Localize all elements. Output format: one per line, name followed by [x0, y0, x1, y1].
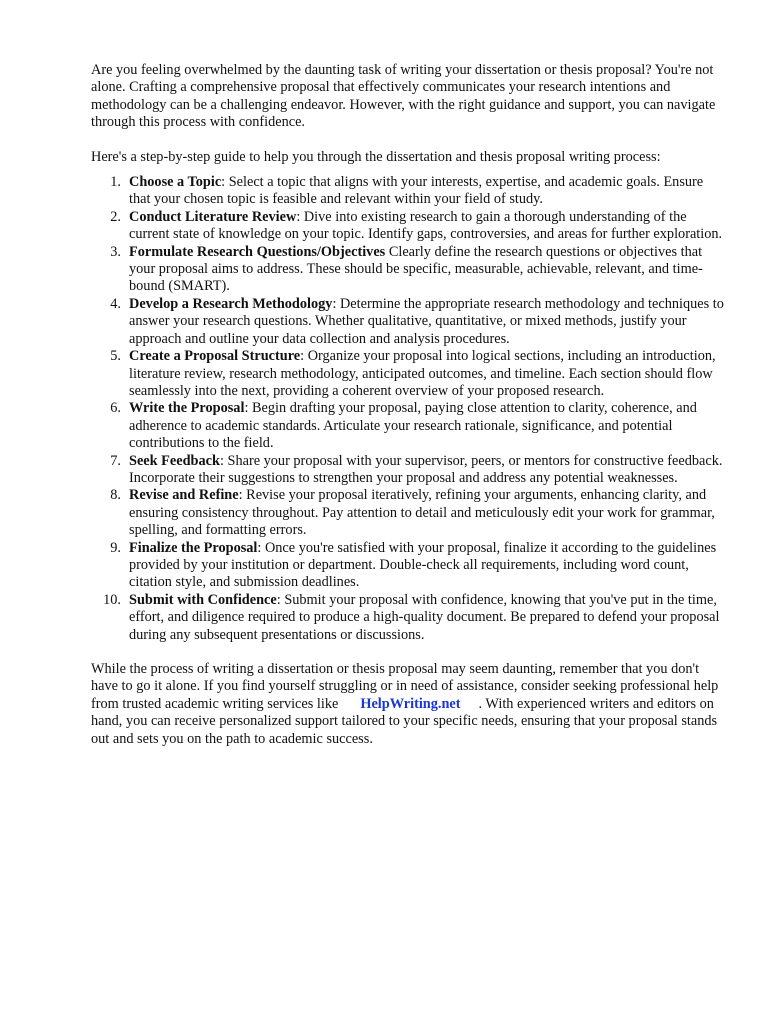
step-text: Select a topic that aligns with your interests, expertise, and academic goals. Ensure that your chosen topic is feasible and relevant within your field of study. — [129, 174, 704, 208]
step-text: Dive into existing research to gain a thorough understanding of the current state of knowledge on your topic. Identify gaps, controversies, and areas for further exploration. — [129, 208, 723, 243]
step-title: Conduct Literature Review — [129, 208, 297, 225]
step-number: 10. — [103, 591, 121, 608]
step-text: Once you're satisfied with your proposal, finalize it according to the guidelines provided by your institution or department. Double-check all requirements, including word count, citation style, and submission deadlines. — [129, 539, 717, 591]
list-item — [91, 296, 728, 348]
step-text: Revise your proposal iteratively, refining your arguments, enhancing clarity, and ensuring consistency throughout. Pay attention to detail and meticulously edit your work for grammar, spelling, and formatting errors. — [129, 487, 715, 539]
guide-lead-paragraph: Here's a step-by-step guide to help you through the dissertation and thesis proposal writing process: — [91, 148, 661, 165]
step-title: Finalize the Proposal — [129, 539, 258, 556]
list-item — [91, 348, 728, 400]
step-number: 5. — [110, 348, 121, 365]
step-number: 3. — [110, 243, 121, 260]
step-title: Revise and Refine — [129, 487, 239, 504]
step-text: Determine the appropriate research methodology and techniques to answer your research questions. Whether qualitative, quantitative, or mixed methods, justify your approach and outline your data collection and analysis procedures. — [129, 295, 724, 347]
step-number: 9. — [110, 539, 121, 556]
intro-paragraph: Are you feeling overwhelmed by the daunting task of writing your dissertation or thesis proposal? You're not alone. Crafting a comprehensive proposal that effectively communicates your research intentions and methodology can be a challenging endeavor. However, with the right guidance and support, you can navigate through this process with confidence. — [91, 62, 716, 131]
step-title: Formulate Research Questions/Objectives — [129, 243, 386, 260]
step-separator: : — [332, 295, 340, 312]
step-number: 6. — [110, 400, 121, 417]
list-item — [91, 540, 728, 592]
step-number: 8. — [110, 487, 121, 504]
step-separator: : — [244, 400, 252, 417]
list-item — [91, 592, 728, 644]
step-separator: : — [238, 487, 247, 504]
step-text: Clearly define the research questions or objectives that your proposal aims to address. These should be specific, measurable, achievable, relevant, and time-bound (SMART). — [129, 243, 703, 295]
step-title: Choose a Topic — [129, 174, 222, 191]
list-item — [91, 209, 728, 244]
list-item — [91, 400, 728, 452]
steps-list — [91, 174, 728, 644]
step-separator: : — [296, 208, 304, 225]
step-separator: : — [300, 348, 308, 365]
closing-text-after: . With experienced writers and editors on hand, you can receive personalized support tailored to your specific needs, ensuring that your proposal stands out and sets you on the path to academic success. — [91, 695, 718, 747]
step-separator: : — [276, 591, 285, 608]
step-number: 7. — [110, 452, 121, 469]
step-separator: : — [257, 539, 265, 556]
closing-text-before: While the process of writing a dissertation or thesis proposal may seem daunting, remember that you don't have to go it alone. If you find yourself struggling or in need of assistance, consider seeking professional help from trusted academic writing services like — [91, 661, 719, 712]
list-item — [91, 174, 728, 209]
closing-paragraph — [91, 661, 728, 748]
step-separator: : — [219, 452, 228, 469]
step-text: Submit your proposal with confidence, knowing that you've put in the time, effort, and diligence required to produce a high-quality document. Be prepared to defend your proposal during any subsequent presentations or discussions. — [129, 591, 720, 643]
step-number: 4. — [110, 295, 121, 312]
step-text: Share your proposal with your supervisor, peers, or mentors for constructive feedback. Incorporate their suggestions to strengthen your proposal and address any potential weaknesses. — [129, 452, 723, 486]
step-separator: : — [221, 174, 229, 191]
step-title: Create a Proposal Structure — [129, 348, 301, 365]
step-title: Develop a Research Methodology — [129, 295, 333, 312]
step-title: Submit with Confidence — [129, 591, 277, 608]
step-title: Seek Feedback — [129, 452, 220, 469]
list-item — [91, 244, 728, 296]
step-title: Write the Proposal — [129, 400, 245, 417]
step-number: 1. — [110, 174, 121, 191]
helpwriting-link[interactable]: HelpWriting.net — [360, 695, 461, 712]
step-text: Organize your proposal into logical sections, including an introduction, literature review, research methodology, anticipated outcomes, and timeline. Each section should flow seamlessly into the next, providing a coherent overview of your proposed research. — [129, 348, 716, 399]
list-item — [91, 453, 728, 488]
list-item — [91, 487, 728, 539]
step-number: 2. — [110, 208, 121, 225]
step-text: Begin drafting your proposal, paying close attention to clarity, coherence, and adherence to academic standards. Articulate your research rationale, significance, and potential contributions to the field. — [129, 400, 697, 452]
